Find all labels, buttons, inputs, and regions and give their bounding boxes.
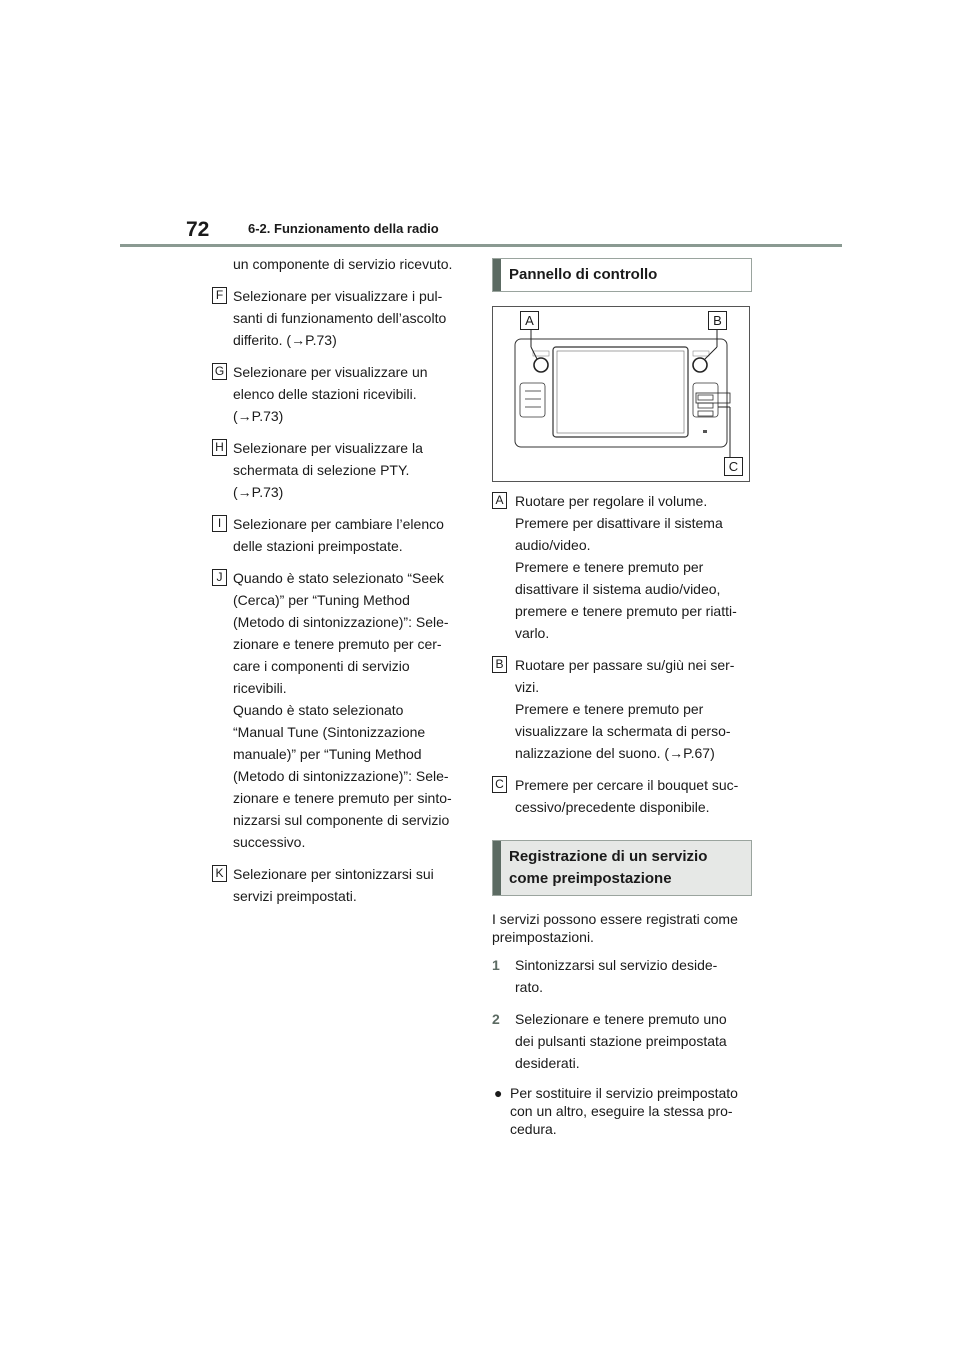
item-label-badge: I [212,515,227,532]
item-text: Selezionare per visualizzare i pul- santi di funzionamento dell’ascolto differito. (→P.73) [233,288,447,348]
item-label-badge: K [212,865,227,882]
list-item [492,654,752,764]
list-item [212,437,474,503]
continuation-text: un componente di servizio ricevuto. [233,256,453,272]
control-panel-diagram [492,306,750,482]
item-label-badge: A [492,492,507,509]
right-column [492,258,752,1138]
item-label-badge: C [492,776,507,793]
list-item [492,774,752,818]
diagram-label-c: C [724,457,743,476]
item-text: Quando è stato selezionato “Seek (Cerca)” per “Tuning Method (Metodo di sintonizzazione)”: Sele- zionare e tenere premuto per cer- care i componenti di servizio ricevibili. Quando è stato selezionato “Manual Tune (Sintonizzazione manuale)” per “Tuning Method (Metodo di sintonizzazione)”: Sele- zionare e tenere premuto per sinto- nizzarsi sul componente di servizio successivo. [233,570,452,850]
page-number: 72 [186,218,210,241]
item-label-badge: J [212,569,227,586]
right-item-list [492,490,752,818]
diagram-label-a: A [520,311,539,330]
bullet-text: Per sostituire il servizio preimpostato con un altro, eseguire la stessa pro- cedura. [510,1085,738,1137]
list-item [212,567,474,853]
bullet-dot-icon: ● [494,1085,503,1101]
step-number: 1 [492,957,500,973]
item-text: Selezionare per sintonizzarsi sui servizi preimpostati. [233,866,434,904]
step-text: Selezionare e tenere premuto uno dei pulsanti stazione preimpostata desiderati. [515,1011,727,1071]
section-title: 6-2. Funzionamento della radio [248,221,439,236]
list-item [212,863,474,907]
item-label-badge: G [212,363,227,380]
item-label-badge: H [212,439,227,456]
preset-heading [492,840,752,896]
list-item [212,361,474,427]
item-label-badge: F [212,287,227,304]
step-item [492,1008,752,1074]
step-number: 2 [492,1011,500,1027]
list-item [492,490,752,644]
list-item [212,513,474,557]
step-item [492,954,752,998]
preset-heading-text: Registrazione di un servizio come preimpostazione [509,848,708,887]
step-text: Sintonizzarsi sul servizio deside- rato. [515,957,718,995]
preset-intro: I servizi possono essere registrati come preimpostazioni. [492,911,738,945]
item-text: Premere per cercare il bouquet suc- cessivo/precedente disponibile. [515,777,739,815]
item-text: Ruotare per regolare il volume. Premere per disattivare il sistema audio/video. Premere e tenere premuto per disattivare il sistema audio/video, premere e tenere premuto per riatti- varlo. [515,493,737,641]
item-text: Selezionare per cambiare l’elenco delle stazioni preimpostate. [233,516,444,554]
item-text: Selezionare per visualizzare un elenco delle stazioni ricevibili. (→P.73) [233,364,428,424]
left-column [212,253,474,917]
item-text: Selezionare per visualizzare la schermata di selezione PTY. (→P.73) [233,440,423,500]
list-item [212,285,474,351]
step-list [492,954,752,1074]
item-text: Ruotare per passare su/giù nei ser- vizi. Premere e tenere premuto per visualizzare la schermata di perso- nalizzazione del suono. (→P.67) [515,657,735,761]
header-rule [120,244,842,247]
diagram-label-b: B [708,311,727,330]
left-item-list [212,285,474,907]
item-label-badge: B [492,656,507,673]
panel-heading-text: Pannello di controllo [509,266,658,283]
head-unit-illustration [493,307,749,481]
panel-heading [492,258,752,292]
bullet-note [492,1084,752,1138]
